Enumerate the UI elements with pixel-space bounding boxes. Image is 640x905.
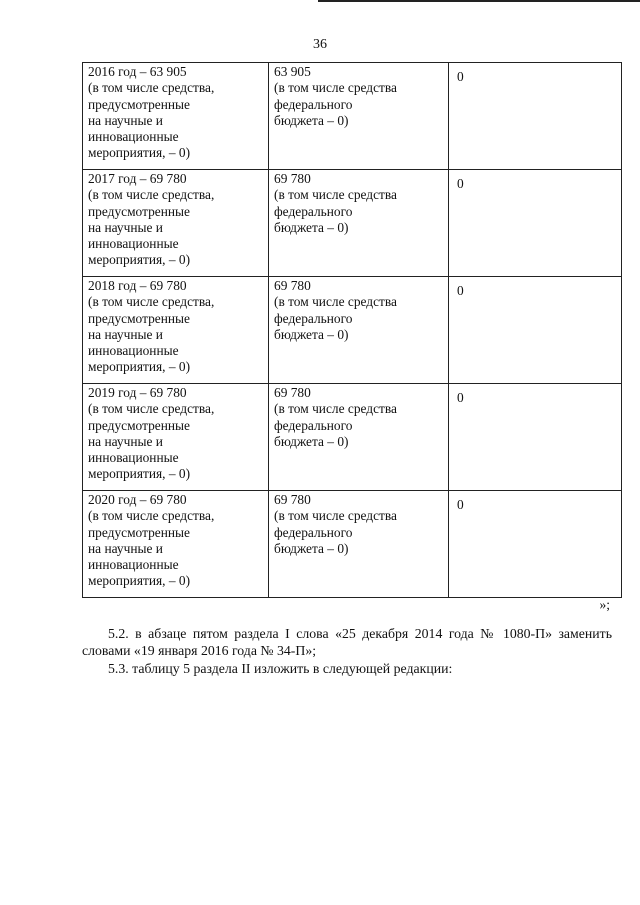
third-column-cell: 0	[449, 63, 622, 170]
year-amount-cell	[83, 491, 269, 598]
cell-text: (в том числе средства	[274, 401, 397, 417]
cell-text: (в том числе средства,	[88, 294, 215, 310]
cell-text: на научные и	[88, 112, 163, 128]
cell-text: 2016 год – 63 905	[88, 64, 187, 79]
cell-text: (в том числе средства,	[88, 187, 215, 203]
federal-budget-cell	[269, 384, 449, 491]
cell-text: бюджета – 0)	[274, 433, 349, 449]
cell-text: федерального	[274, 96, 353, 112]
cell-text: 2018 год – 69 780	[88, 278, 187, 293]
table-row	[83, 277, 622, 384]
federal-budget-cell	[269, 170, 449, 277]
year-amount-cell	[83, 384, 269, 491]
funding-table	[82, 62, 622, 598]
federal-budget-cell	[269, 63, 449, 170]
cell-text: 69 780	[274, 278, 311, 293]
cell-text: предусмотренные	[88, 96, 190, 112]
cell-text: бюджета – 0)	[274, 219, 349, 235]
cell-text: инновационные	[88, 343, 179, 359]
cell-text: (в том числе средства	[274, 80, 397, 96]
page-number: 36	[313, 37, 327, 52]
cell-text: 2020 год – 69 780	[88, 492, 187, 507]
third-column-cell: 0	[449, 384, 622, 491]
cell-text: (в том числе средства	[274, 294, 397, 310]
cell-text: бюджета – 0)	[274, 540, 349, 556]
cell-text: 69 780	[274, 385, 311, 400]
cell-text: на научные и	[88, 433, 163, 449]
cell-text: на научные и	[88, 219, 163, 235]
closing-quote: »;	[599, 597, 610, 612]
cell-text: инновационные	[88, 236, 179, 252]
paragraph-5-3: 5.3. таблицу 5 раздела II изложить в следующей редакции:	[108, 660, 453, 676]
cell-text: (в том числе средства	[274, 187, 397, 203]
cell-text: бюджета – 0)	[274, 326, 349, 342]
cell-text: инновационные	[88, 450, 179, 466]
cell-text: федерального	[274, 203, 353, 219]
cell-text: предусмотренные	[88, 417, 190, 433]
cell-text: предусмотренные	[88, 310, 190, 326]
cell-text: федерального	[274, 417, 353, 433]
cell-text: мероприятия, – 0)	[88, 466, 191, 482]
cell-text: 63 905	[274, 64, 311, 79]
cell-text: на научные и	[88, 326, 163, 342]
cell-text: инновационные	[88, 129, 179, 145]
paragraph-5-2: 5.2. в абзаце пятом раздела I слова «25 декабря 2014 года № 1080-П» заменить словами «19 января 2016 года № 34-П»;	[82, 625, 612, 658]
third-column-cell: 0	[449, 277, 622, 384]
year-amount-cell	[83, 170, 269, 277]
table-row	[83, 384, 622, 491]
cell-text: мероприятия, – 0)	[88, 573, 191, 589]
cell-text: 2017 год – 69 780	[88, 171, 187, 186]
year-amount-cell	[83, 63, 269, 170]
cell-text: (в том числе средства,	[88, 401, 215, 417]
top-rule	[318, 0, 640, 2]
cell-text: (в том числе средства,	[88, 80, 215, 96]
table-row	[83, 491, 622, 598]
cell-text: на научные и	[88, 540, 163, 556]
cell-text: бюджета – 0)	[274, 112, 349, 128]
cell-text: 69 780	[274, 492, 311, 507]
cell-text: (в том числе средства	[274, 508, 397, 524]
cell-text: 2019 год – 69 780	[88, 385, 187, 400]
cell-text: федерального	[274, 524, 353, 540]
cell-text: федерального	[274, 310, 353, 326]
table-row	[83, 63, 622, 170]
cell-text: инновационные	[88, 557, 179, 573]
cell-text: мероприятия, – 0)	[88, 252, 191, 268]
cell-text: мероприятия, – 0)	[88, 359, 191, 375]
federal-budget-cell	[269, 277, 449, 384]
cell-text: предусмотренные	[88, 203, 190, 219]
third-column-cell: 0	[449, 170, 622, 277]
third-column-cell: 0	[449, 491, 622, 598]
year-amount-cell	[83, 277, 269, 384]
table-row	[83, 170, 622, 277]
federal-budget-cell	[269, 491, 449, 598]
cell-text: предусмотренные	[88, 524, 190, 540]
cell-text: (в том числе средства,	[88, 508, 215, 524]
cell-text: мероприятия, – 0)	[88, 145, 191, 161]
cell-text: 69 780	[274, 171, 311, 186]
